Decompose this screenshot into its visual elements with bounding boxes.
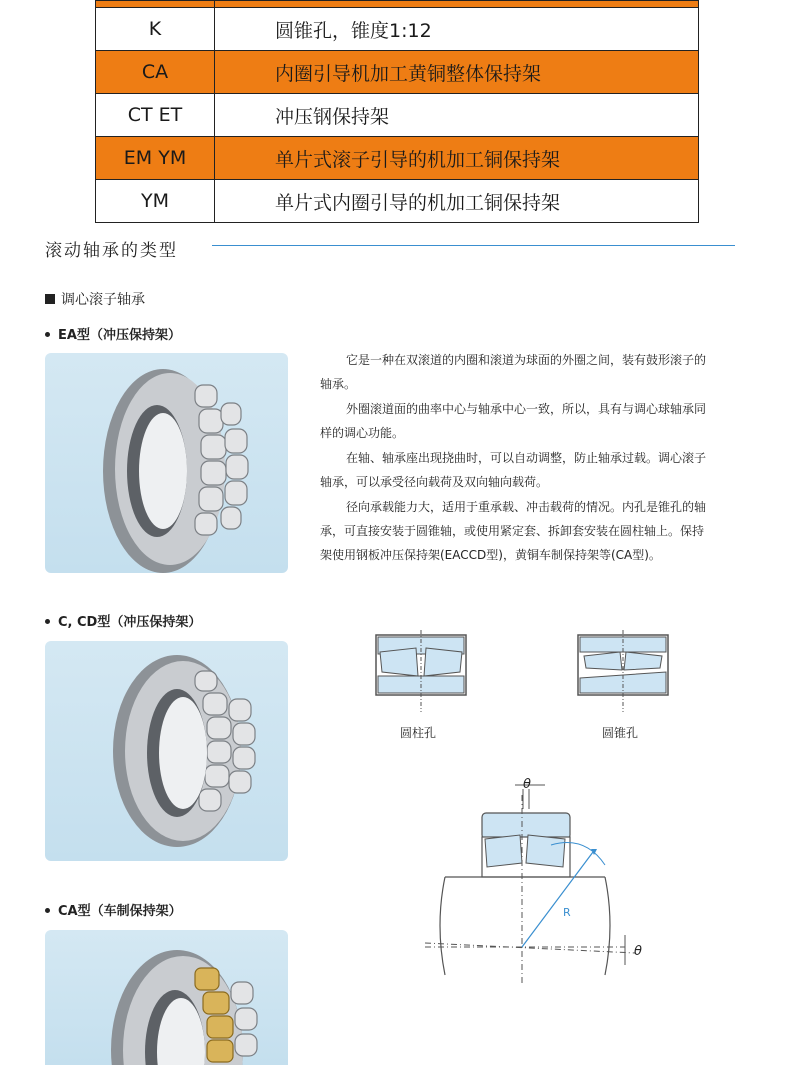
- description-paragraph: 它是一种在双滚道的内圈和滚道为球面的外圈之间，装有鼓形滚子的轴承。: [320, 353, 707, 391]
- theta-top-label: θ: [523, 777, 531, 792]
- bearing-photo-ca: [45, 930, 288, 1065]
- suffix-desc: 单片式滚子引导的机加工铜保持架: [215, 137, 699, 180]
- table-row: [96, 94, 699, 137]
- type-label-ea: EA型（冲压保持架）: [45, 324, 181, 343]
- sub-heading: [45, 289, 145, 309]
- suffix-desc: 单片式内圈引导的机加工铜保持架: [215, 180, 699, 223]
- section-title: 滚动轴承的类型: [45, 241, 178, 261]
- description-paragraph: 径向承载能力大，适用于重承载、冲击载荷的情况。内孔是锥孔的轴承，可直接安装于圆锥轴，或使用紧定套、拆卸套安装在圆柱轴上。保持架使用钢板冲压保持架(EACCD型)，黄铜车制保持架等(CA型)。: [320, 500, 707, 562]
- table-row: [96, 180, 699, 223]
- tapered-bore-diagram: [572, 630, 672, 715]
- cylindrical-bore-diagram: [370, 630, 470, 715]
- suffix-code: YM: [96, 180, 215, 223]
- suffix-table: [95, 0, 699, 223]
- table-row: [96, 8, 699, 51]
- section-divider: [212, 245, 735, 246]
- description-paragraph: 外圈滚道面的曲率中心与轴承中心一致，所以，具有与调心球轴承同样的调心功能。: [320, 402, 707, 440]
- table-row: [96, 137, 699, 180]
- spherical-roller-bearing-icon: [45, 353, 288, 573]
- spherical-roller-bearing-icon: [45, 641, 288, 861]
- tapered-bore-label: 圆锥孔: [602, 726, 639, 740]
- suffix-desc: 冲压钢保持架: [215, 94, 699, 137]
- suffix-code: EM YM: [96, 137, 215, 180]
- cylindrical-bore-label: 圆柱孔: [400, 726, 437, 740]
- theta-side-label: θ: [634, 944, 642, 959]
- bullet-dot-icon: [45, 908, 50, 913]
- square-bullet-icon: [45, 294, 55, 304]
- bearing-photo-c-cd: [45, 641, 288, 861]
- spherical-roller-bearing-brass-cage-icon: [45, 930, 288, 1065]
- description-text: [320, 348, 715, 568]
- type-label-c-cd: C, CD型（冲压保持架）: [45, 611, 201, 630]
- suffix-code: CT ET: [96, 94, 215, 137]
- suffix-desc: 内圈引导机加工黄铜整体保持架: [215, 51, 699, 94]
- bullet-dot-icon: [45, 332, 50, 337]
- suffix-code: K: [96, 8, 215, 51]
- description-paragraph: 在轴、轴承座出现挠曲时，可以自动调整，防止轴承过载。调心滚子轴承，可以承受径向载荷及双向轴向载荷。: [320, 451, 707, 489]
- table-row: [96, 51, 699, 94]
- sub-heading-text: 调心滚子轴承: [61, 292, 145, 308]
- table-row-partial: [96, 1, 699, 8]
- bullet-dot-icon: [45, 619, 50, 624]
- type-label-ca: CA型（车制保持架）: [45, 900, 182, 919]
- self-aligning-diagram: [425, 775, 655, 990]
- radius-label: R: [563, 906, 571, 919]
- suffix-code: CA: [96, 51, 215, 94]
- bearing-photo-ea: [45, 353, 288, 573]
- suffix-desc: 圆锥孔，锥度1:12: [215, 8, 699, 51]
